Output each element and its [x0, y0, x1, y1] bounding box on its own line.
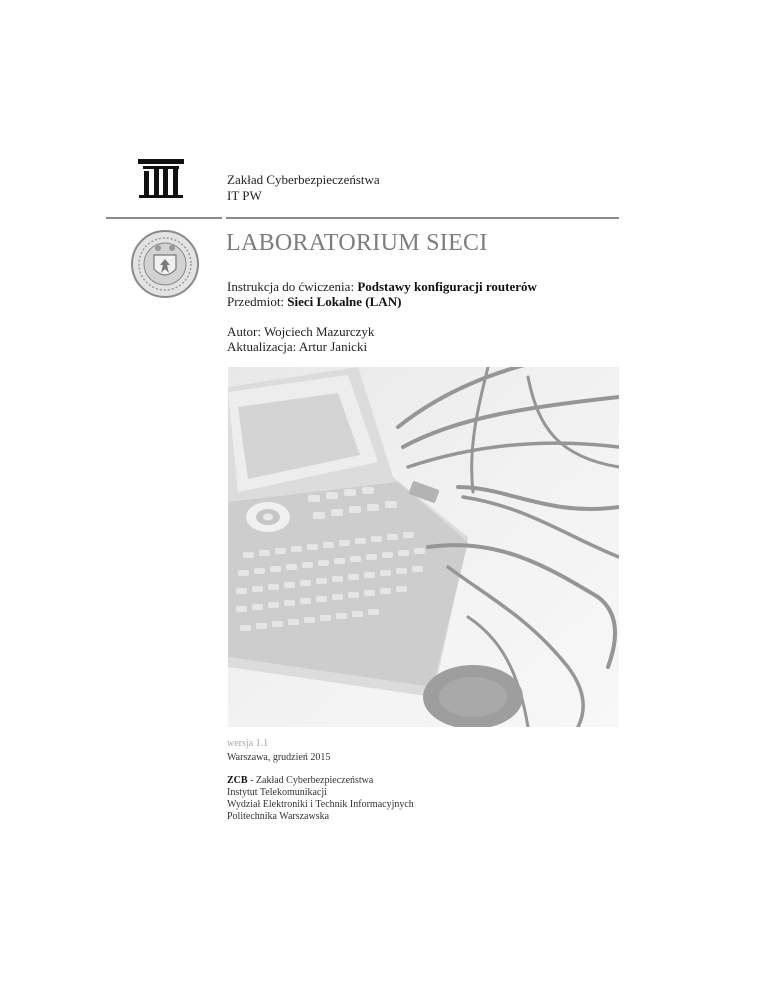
footer-line-1-rest: - Zakład Cyberbezpieczeństwa — [247, 775, 374, 786]
institute-line-2: IT PW — [227, 188, 262, 203]
divider-right — [226, 217, 619, 219]
pw-emblem-icon — [130, 229, 200, 299]
page-title: LABORATORIUM SIECI — [226, 230, 488, 256]
instruction-line — [227, 279, 537, 294]
footer-abbr: ZCB — [227, 775, 248, 786]
footer-affiliation — [227, 775, 414, 823]
place-date: Warszawa, grudzień 2015 — [227, 752, 331, 763]
version-label: wersja 1.1 — [227, 738, 269, 749]
subject-label: Przedmiot: — [227, 294, 288, 309]
update-line: Aktualizacja: Artur Janicki — [227, 339, 368, 354]
course-info — [227, 279, 537, 309]
instruction-value: Podstawy konfiguracji routerów — [357, 279, 537, 294]
footer-line-2: Instytut Telekomunikacji — [227, 787, 327, 798]
it-logo-icon — [136, 157, 186, 199]
institute-line-1: Zakład Cyberbezpieczeństwa — [227, 172, 380, 187]
footer-line-3: Wydział Elektroniki i Technik Informacyjnych — [227, 799, 414, 810]
institute-name — [227, 172, 380, 204]
subject-value: Sieci Lokalne (LAN) — [287, 294, 402, 309]
network-equipment-photo — [228, 367, 619, 727]
footer-line-4: Politechnika Warszawska — [227, 811, 330, 822]
author-line: Autor: Wojciech Mazurczyk — [227, 324, 375, 339]
authors — [227, 324, 374, 354]
subject-line — [227, 294, 537, 309]
footer-line-1 — [227, 775, 414, 787]
divider-left — [106, 217, 222, 219]
instruction-label: Instrukcja do ćwiczenia: — [227, 279, 358, 294]
